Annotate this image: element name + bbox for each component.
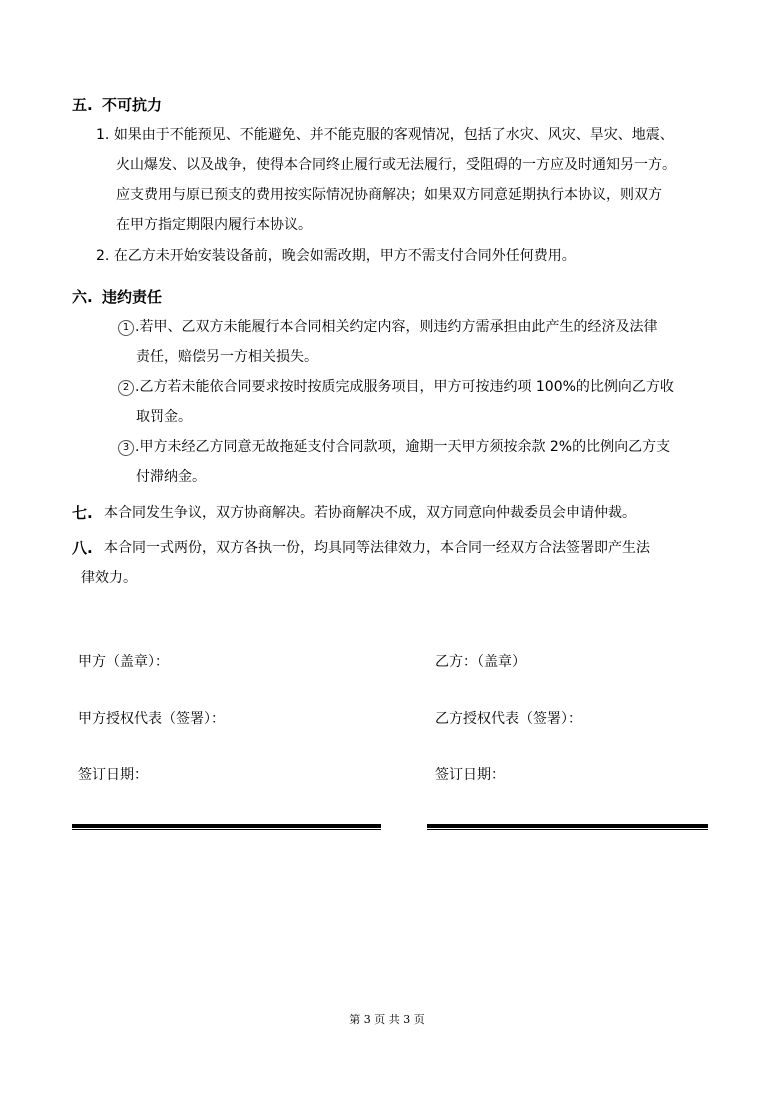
clause-text: 在乙方未开始安装设备前，晚会如需改期，甲方不需支付合同外任何费用。 (113, 248, 576, 264)
clause-text-line: 责任，赔偿另一方相关损失。 (136, 349, 318, 365)
party-a-representative-label: 甲方授权代表（签署）： (78, 711, 225, 727)
circled-number: 3 (118, 440, 134, 456)
clause-6-1 (118, 312, 657, 372)
clause-marker: 1. (96, 127, 110, 143)
clause-text-line: 本合同一式两份，双方各执一份，均具同等法律效力，本合同一经双方合法签署即产生法 (104, 540, 650, 556)
clause-text-line: 律效力。 (81, 570, 137, 586)
clause-6-2 (118, 372, 674, 432)
section-title: 不可抗力 (102, 96, 163, 114)
section-title: 违约责任 (102, 288, 163, 306)
clause-7 (104, 498, 636, 528)
clause-text-line: 火山爆发、以及战争，使得本合同终止履行或无法履行，受阻碍的一方应及时通知另一方。 (116, 157, 676, 173)
circled-number: 1 (118, 320, 134, 336)
section-number-8: 八. (72, 539, 93, 557)
section-number: 五. (72, 96, 93, 114)
page-number-footer: 第 3 页 共 3 页 (349, 1013, 425, 1026)
clause-5-2 (96, 241, 576, 271)
party-a-signature-line (72, 824, 381, 828)
party-a-seal-label: 甲方（盖章）： (78, 654, 169, 670)
clause-5-1 (96, 120, 676, 240)
section-number-7: 七. (72, 504, 93, 522)
clause-text-line: .甲方未经乙方同意无故拖延支付合同款项，逾期一天甲方须按余款 2%的比例向乙方支 (135, 439, 671, 455)
party-b-date-label: 签订日期： (435, 767, 505, 783)
party-b-signature-line (427, 824, 708, 828)
clause-text-line: .乙方若未能依合同要求按时按质完成服务项目，甲方可按违约项 100%的比例向乙方收 (135, 379, 674, 395)
clause-text-line: .若甲、乙双方未能履行本合同相关约定内容，则违约方需承担由此产生的经济及法律 (135, 319, 658, 335)
clause-text-line: 在甲方指定期限内履行本协议。 (116, 217, 312, 233)
section-number: 六. (72, 288, 93, 306)
clause-text-line: 如果由于不能预见、不能避免、并不能克服的客观情况，包括了水灾、风灾、旱灾、地震、 (113, 127, 674, 143)
section-heading-liability (72, 287, 162, 307)
clause-marker: 2. (96, 248, 110, 264)
party-b-representative-label: 乙方授权代表（签署）： (435, 711, 582, 727)
clause-8 (81, 533, 650, 593)
clause-text-line: 应支费用与原已预支的费用按实际情况协商解决；如果双方同意延期执行本协议，则双方 (116, 187, 662, 203)
party-b-seal-label: 乙方：（盖章） (435, 654, 526, 670)
clause-text-line: 取罚金。 (136, 409, 192, 425)
circled-number: 2 (118, 380, 134, 396)
section-heading-force-majeure (72, 95, 162, 115)
clause-6-3 (118, 432, 670, 492)
clause-text-line: 付滞纳金。 (136, 469, 206, 485)
party-a-date-label: 签订日期： (78, 767, 148, 783)
clause-text-line: 本合同发生争议，双方协商解决。若协商解决不成，双方同意向仲裁委员会申请仲裁。 (104, 505, 636, 521)
